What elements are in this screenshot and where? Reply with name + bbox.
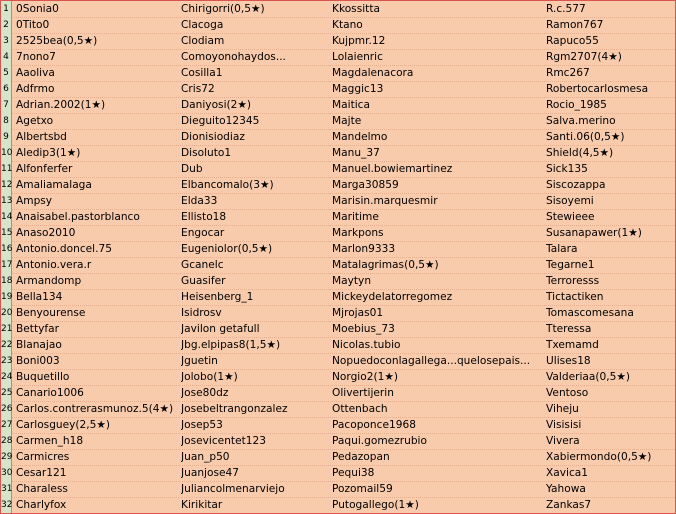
table-row [1, 177, 675, 193]
table-row [1, 401, 675, 417]
table-cell[interactable]: Susanapawer(1★) [546, 227, 642, 239]
table-cell[interactable]: Mickeydelatorregomez [332, 291, 453, 303]
table-cell[interactable]: Agetxo [16, 115, 54, 127]
table-row [1, 113, 675, 129]
table-cell[interactable]: 2525bea(0,5★) [16, 35, 98, 47]
table-row [1, 449, 675, 465]
table-cell[interactable]: Amaliamalaga [16, 179, 92, 191]
row-number: 14 [1, 212, 13, 222]
table-cell[interactable]: Maritime [332, 211, 379, 223]
table-cell[interactable]: Isidrosv [181, 307, 222, 319]
table-cell[interactable]: Shield(4,5★) [546, 147, 614, 159]
table-cell[interactable]: Rmc267 [546, 67, 590, 79]
table-cell[interactable]: Ottenbach [332, 403, 388, 415]
table-cell[interactable]: Boni003 [16, 355, 60, 367]
row-number: 30 [1, 468, 13, 478]
table-cell[interactable]: Javilon getafull [181, 323, 260, 335]
table-row [1, 241, 675, 257]
table-cell[interactable]: Pacoponce1968 [332, 419, 416, 431]
table-row [1, 321, 675, 337]
row-number: 13 [1, 196, 13, 206]
table-cell[interactable]: Anaisabel.pastorblanco [16, 211, 140, 223]
table-cell[interactable]: Carmicres [16, 451, 70, 463]
row-number: 7 [3, 100, 9, 110]
row-number: 19 [1, 292, 13, 302]
table-row [1, 497, 675, 513]
table-cell[interactable]: Tegarne1 [546, 259, 595, 271]
row-number: 24 [1, 372, 13, 382]
table-cell[interactable]: Elda33 [181, 195, 218, 207]
table-cell[interactable]: Matalagrimas(0,5★) [332, 259, 439, 271]
table-cell[interactable]: Aledip3(1★) [16, 147, 81, 159]
table-cell[interactable]: Josep53 [181, 419, 223, 431]
table-cell[interactable]: Clodiam [181, 35, 225, 47]
table-cell[interactable]: Moebius_73 [332, 323, 395, 335]
table-cell[interactable]: Armandomp [16, 275, 82, 287]
table-cell[interactable]: Disoluto1 [181, 147, 232, 159]
row-number: 17 [1, 260, 13, 270]
row-number: 23 [1, 356, 13, 366]
table-cell[interactable]: Xavica1 [546, 467, 589, 479]
table-cell[interactable]: Benyourense [16, 307, 86, 319]
table-row [1, 33, 675, 49]
row-number: 4 [3, 52, 9, 62]
table-cell[interactable]: Comoyonohaydos... [181, 51, 286, 63]
table-cell[interactable]: Pequi38 [332, 467, 375, 479]
table-cell[interactable]: Siscozappa [546, 179, 606, 191]
table-cell[interactable]: Ampsy [16, 195, 53, 207]
table-cell[interactable]: Stewieee [546, 211, 595, 223]
table-cell[interactable]: Txemamd [546, 339, 599, 351]
table-cell[interactable]: Manuel.bowiemartinez [332, 163, 453, 175]
row-number: 27 [1, 420, 13, 430]
table-row [1, 465, 675, 481]
table-cell[interactable]: 7nono7 [16, 51, 56, 63]
table-row [1, 65, 675, 81]
row-number: 12 [1, 180, 13, 190]
table-cell[interactable]: Valderiaa(0,5★) [546, 371, 630, 383]
table-cell[interactable]: Robertocarlosmesa [546, 83, 649, 95]
table-cell[interactable]: Alfonferfer [16, 163, 73, 175]
row-number: 20 [1, 308, 13, 318]
row-number: 6 [3, 84, 9, 94]
table-cell[interactable]: Olivertijerin [332, 387, 394, 399]
table-cell[interactable]: Albertsbd [16, 131, 67, 143]
table-cell[interactable]: Markpons [332, 227, 384, 239]
table-cell[interactable]: Eugeniolor(0,5★) [181, 243, 273, 255]
table-row [1, 337, 675, 353]
table-cell[interactable]: Sick135 [546, 163, 588, 175]
table-cell[interactable]: Charaless [16, 483, 68, 495]
row-number: 2 [3, 20, 9, 30]
table-cell[interactable]: Ellisto18 [181, 211, 227, 223]
table-row [1, 225, 675, 241]
table-row [1, 17, 675, 33]
table-cell[interactable]: Aaoliva [16, 67, 55, 79]
table-row [1, 81, 675, 97]
table-cell[interactable]: Pozomail59 [332, 483, 393, 495]
table-cell[interactable]: Buquetillo [16, 371, 70, 383]
table-cell[interactable]: Cris72 [181, 83, 215, 95]
table-cell[interactable]: Canario1006 [16, 387, 84, 399]
table-cell[interactable]: Antonio.doncel.75 [16, 243, 112, 255]
table-cell[interactable]: Rgm2707(4★) [546, 51, 622, 63]
table-row [1, 481, 675, 497]
table-cell[interactable]: Mandelmo [332, 131, 388, 143]
table-cell[interactable]: Marisin.marquesmir [332, 195, 438, 207]
table-cell[interactable]: Visisisi [546, 419, 582, 431]
table-cell[interactable]: Santi.06(0,5★) [546, 131, 625, 143]
table-cell[interactable]: Putogallego(1★) [332, 499, 419, 511]
table-cell[interactable]: Xabiermondo(0,5★) [546, 451, 652, 463]
table-cell[interactable]: Heisenberg_1 [181, 291, 254, 303]
table-row [1, 49, 675, 65]
table-cell[interactable]: Jose80dz [181, 387, 229, 399]
table-cell[interactable]: Majte [332, 115, 362, 127]
row-number: 32 [1, 500, 13, 510]
table-cell[interactable]: Mjrojas01 [332, 307, 384, 319]
table-cell[interactable]: Carmen_h18 [16, 435, 84, 447]
table-cell[interactable]: Lolaienric [332, 51, 383, 63]
table-cell[interactable]: Elbancomalo(3★) [181, 179, 274, 191]
table-cell[interactable]: Charlyfox [16, 499, 67, 511]
table-row [1, 369, 675, 385]
row-number: 8 [3, 116, 9, 126]
table-cell[interactable]: Engocar [181, 227, 225, 239]
table-cell[interactable]: Kujpmr.12 [332, 35, 386, 47]
table-cell[interactable]: Marlon9333 [332, 243, 396, 255]
row-number: 15 [1, 228, 13, 238]
table-cell[interactable]: Josevicentet123 [181, 435, 266, 447]
table-cell[interactable]: Cosilla1 [181, 67, 223, 79]
table-cell[interactable]: Carlosguey(2,5★) [16, 419, 111, 431]
table-cell[interactable]: Bella134 [16, 291, 63, 303]
table-cell[interactable]: Dub [181, 163, 203, 175]
table-cell[interactable]: Vivera [546, 435, 580, 447]
table-cell[interactable]: Guasifer [181, 275, 226, 287]
table-row [1, 209, 675, 225]
table-cell[interactable]: Dieguito12345 [181, 115, 260, 127]
table-row [1, 145, 675, 161]
table-cell[interactable]: 0Sonia0 [16, 3, 59, 15]
table-cell[interactable]: Kirikitar [181, 499, 223, 511]
row-number: 18 [1, 276, 13, 286]
table-row [1, 257, 675, 273]
table-cell[interactable]: Maggic13 [332, 83, 384, 95]
table-cell[interactable]: 0Tito0 [16, 19, 50, 31]
table-cell[interactable]: Yahowa [546, 483, 586, 495]
row-number: 9 [3, 132, 9, 142]
table-cell[interactable]: Carlos.contrerasmunoz.5(4★) [16, 403, 174, 415]
table-cell[interactable]: Tteressa [546, 323, 592, 335]
table-cell[interactable]: Kkossitta [332, 3, 380, 15]
table-cell[interactable]: Chirigorri(0,5★) [181, 3, 265, 15]
table-cell[interactable]: Ktano [332, 19, 363, 31]
table-cell[interactable]: Gcanelc [181, 259, 224, 271]
table-row [1, 433, 675, 449]
table-cell[interactable]: Dionisiodiaz [181, 131, 245, 143]
table-cell[interactable]: Norgio2(1★) [332, 371, 398, 383]
table-cell[interactable]: Juliancolmenarviejo [181, 483, 285, 495]
table-cell[interactable]: Antonio.vera.r [16, 259, 92, 271]
table-cell[interactable]: Ulises18 [546, 355, 591, 367]
row-number: 10 [1, 148, 13, 158]
table-row [1, 305, 675, 321]
table-cell[interactable]: Jguetin [181, 355, 218, 367]
table-cell[interactable]: Juan_p50 [181, 451, 230, 463]
row-number: 21 [1, 324, 13, 334]
table-row [1, 161, 675, 177]
table-row [1, 417, 675, 433]
table-cell[interactable]: Adrian.2002(1★) [16, 99, 106, 111]
table-cell[interactable]: Cesar121 [16, 467, 67, 479]
table-cell[interactable]: Marga30859 [332, 179, 399, 191]
table-cell[interactable]: Paqui.gomezrubio [332, 435, 427, 447]
table-cell[interactable]: Salva.merino [546, 115, 616, 127]
table-cell[interactable]: Nopuedoconlagallega...quelosepais... [332, 355, 531, 367]
table-cell[interactable]: Magdalenacora [332, 67, 414, 79]
table-cell[interactable]: Sisoyemi [546, 195, 594, 207]
table-cell[interactable]: Clacoga [181, 19, 224, 31]
table-cell[interactable]: Zankas7 [546, 499, 592, 511]
table-cell[interactable]: Anaso2010 [16, 227, 76, 239]
row-number: 28 [1, 436, 13, 446]
table-cell[interactable]: Manu_37 [332, 147, 380, 159]
table-cell[interactable]: Jolobo(1★) [181, 371, 238, 383]
row-number: 29 [1, 452, 13, 462]
table-cell[interactable]: Talara [546, 243, 578, 255]
table-cell[interactable]: Adfrmo [16, 83, 55, 95]
table-row [1, 353, 675, 369]
table-cell[interactable]: Viheju [546, 403, 579, 415]
table-row [1, 385, 675, 401]
table-cell[interactable]: Maitica [332, 99, 370, 111]
table-row [1, 289, 675, 305]
table-cell[interactable]: Ramon767 [546, 19, 604, 31]
table-cell[interactable]: Josebeltrangonzalez [181, 403, 288, 415]
table-cell[interactable]: Jbg.elpipas8(1,5★) [181, 339, 281, 351]
row-number: 16 [1, 244, 13, 254]
row-number: 26 [1, 404, 13, 414]
table-cell[interactable]: Nicolas.tubio [332, 339, 401, 351]
table-row [1, 1, 675, 17]
table-cell[interactable]: Terroresss [546, 275, 600, 287]
row-number: 3 [3, 36, 9, 46]
row-number: 5 [3, 68, 9, 78]
table-row [1, 97, 675, 113]
table-cell[interactable]: Tomascomesana [546, 307, 634, 319]
row-number: 1 [3, 4, 9, 14]
table-cell[interactable]: Blanajao [16, 339, 62, 351]
row-number: 31 [1, 484, 13, 494]
table-row [1, 129, 675, 145]
row-number: 22 [1, 340, 13, 350]
table-cell[interactable]: Pedazopan [332, 451, 390, 463]
table-cell[interactable]: Maytyn [332, 275, 372, 287]
table-cell[interactable]: Ventoso [546, 387, 589, 399]
table-row [1, 273, 675, 289]
row-number: 25 [1, 388, 13, 398]
table-cell[interactable]: Daniyosi(2★) [181, 99, 252, 111]
table-cell[interactable]: Tictactiken [546, 291, 604, 303]
table-cell[interactable]: Rocio_1985 [546, 99, 607, 111]
table-row [1, 193, 675, 209]
table-cell[interactable]: R.c.577 [546, 3, 586, 15]
row-number: 11 [1, 164, 13, 174]
table-cell[interactable]: Rapuco55 [546, 35, 599, 47]
table-cell[interactable]: Juanjose47 [181, 467, 239, 479]
table-cell[interactable]: Bettyfar [16, 323, 59, 335]
